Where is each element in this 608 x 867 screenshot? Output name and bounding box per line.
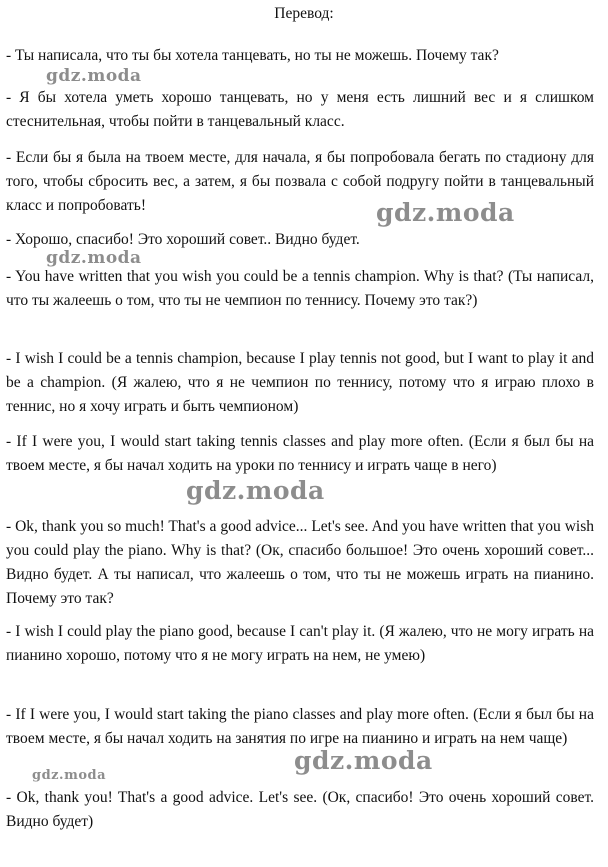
dialogue-line-10: - If I were you, I would start taking the piano classes and play more often. (Если я был бы на твоем месте, я бы начал ходить на занятия по игре на пианино и играть на нем чаще) (6, 706, 594, 747)
watermark-logo: gdz.moda (294, 746, 433, 775)
dialogue-line-9: - I wish I could play the piano good, because I can't play it. (Я жалею, что не могу играть на пианино хорошо, потому что я не могу играть на нем, не умею) (6, 623, 594, 664)
watermark-logo: gdz.moda (32, 768, 107, 783)
dialogue-line-5: - You have written that you wish you could be a tennis champion. Why is that? (Ты написал, что ты жалеешь о том, что ты не чемпион по теннису. Почему это так?) (6, 268, 594, 309)
dialogue-line-3: - Если бы я была на твоем месте, для начала, я бы попробовала бегать по стадиону для того, чтобы сбросить вес, а затем, я бы позвала с собой подругу пойти в танцевальный класс и попробовать! (6, 149, 594, 214)
dialogue-line-8: - Ok, thank you so much! That's a good advice... Let's see. And you have written that you wish you could play the piano. Why is that? (Ок, спасибо большое! Это очень хороший совет... Видно будет. А ты написал, что жалеешь о том, что ты не можешь играть на пианино. Почему это так? (6, 518, 594, 607)
dialogue-line-4: - Хорошо, спасибо! Это хороший совет.. Видно будет. (6, 231, 360, 248)
dialogue-line-7: - If I were you, I would start taking tennis classes and play more often. (Если я был бы на твоем месте, я бы начал ходить на уроки по теннису и играть чаще в него) (6, 433, 594, 474)
watermark-logo: gdz.moda (46, 66, 142, 86)
dialogue-line-1: - Ты написала, что ты бы хотела танцевать, но ты не можешь. Почему так? (6, 47, 499, 64)
dialogue-line-2: - Я бы хотела уметь хорошо танцевать, но у меня есть лишний вес и я слишком стеснительная, чтобы пойти в танцевальный класс. (6, 89, 594, 130)
watermark-logo: gdz.moda (46, 248, 142, 268)
dialogue-line-6: - I wish I could be a tennis champion, because I play tennis not good, but I want to play it and be a champion. (Я жалею, что я не чемпион по теннису, потому что я играю плохо в теннис, но я хочу играть и быть чемпионом) (6, 350, 594, 415)
dialogue-line-11: - Ok, thank you! That's a good advice. Let's see. (Ок, спасибо! Это очень хороший совет. Видно будет) (6, 789, 594, 830)
watermark-logo: gdz.moda (376, 198, 515, 227)
watermark-logo: gdz.moda (186, 476, 325, 505)
page-title: Перевод: (274, 5, 334, 22)
